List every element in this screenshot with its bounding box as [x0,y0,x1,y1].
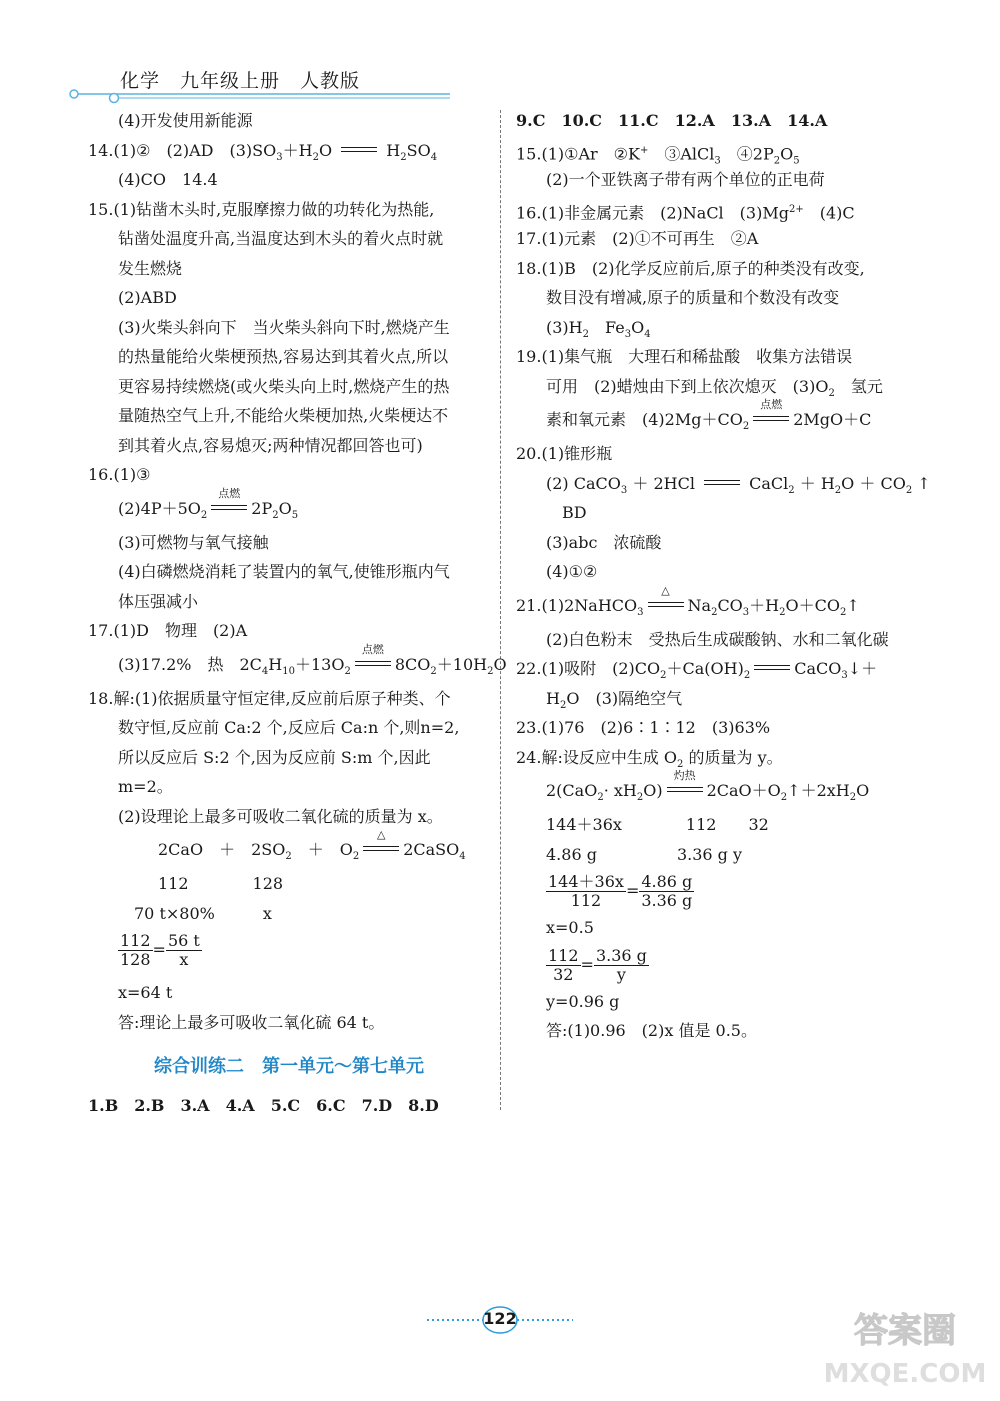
page-header [0,0,1000,110]
answer-17: 17.(1)D 物理 (2)A [88,621,248,640]
equals-sign [337,139,381,159]
mass-row: 70 t×80% x [134,903,272,923]
answer-line: (2)设理论上最多可吸收二氧化硫的质量为 x。 [118,806,443,826]
column-divider [500,110,501,1110]
answer-line: BD [562,503,587,522]
answer-15: 15.(1)①Ar ②K+ ③AlCl$_3$ $④2P_2O_5$ [516,143,800,167]
answer-line: $H_2O$ (3)隔绝空气 [546,688,683,711]
answer-line: 数目没有增减,原子的质量和个数没有改变 [546,288,840,307]
answer-line: 答:理论上最多可吸收二氧化硫 64 t。 [118,1012,385,1032]
fraction: $\frac{3.36 g}{y}$ [595,945,647,984]
answer-line: y=0.96 g [546,991,620,1011]
answer-line: 数守恒,反应前 Ca:2 个,反应后 Ca:n 个,则n=2, [118,718,460,737]
mass-row: 112 128 [158,874,284,893]
answer-line: 量随热空气上升,不能给火柴梗加热,火柴梗达不 [118,406,449,425]
answer-line: 答:(1)0.96 (2)x 值是 0.5。 [546,1021,757,1040]
watermark-logo [820,1302,990,1392]
answer-20: 20.(1)锥形瓶 [516,444,613,463]
proportion: $\frac{112}{32}$ = $\frac{3.36 g}{y}$ [548,945,647,984]
reaction-arrow: 灼热 [663,779,707,799]
answer-line: $(3)H_2$ $Fe_3O_4$ [546,317,651,340]
answer-14: 14.(1)② (2)AD $(3)SO_3+H_2O$ $H_2SO_4$ [88,140,438,163]
answer-line: 钻凿处温度升高,当温度达到木头的着火点时就 [118,229,444,248]
answer-line: 到其着火点,容易熄灭;两种情况都回答也可) [118,435,423,455]
chemical-equation: $2(CaO_2\cdot xH_2O)$ 灼热 $2CaO+O_2↑+2xH_2O$ [546,769,870,804]
answer-line: (4)CO 14.4 [118,170,218,189]
answer-line: (3)abc 浓硫酸 [546,532,662,552]
answer-line: 体压强减小 [118,591,199,611]
section-title: 综合训练二 第一单元～第七单元 [154,1056,424,1077]
answer-line: (3)火柴头斜向下 当火柴头斜向下时,燃烧产生 [118,317,450,337]
fraction: $\frac{56 t}{x}$ [167,931,200,969]
answer-16: 16.(1)③ [88,465,151,484]
answer-22: 22.(1)吸附 $(2)CO_2+Ca(OH)_2$ CaCO$_3$↓＋ [516,659,878,682]
left-column [88,106,507,1121]
answer-line: (2)一个亚铁离子带有两个单位的正电荷 [546,170,825,189]
answer-line: 的热量能给火柴梗预热,容易达到其着火点,所以 [118,347,449,366]
answer-line: 发生燃烧 [118,258,183,278]
answer-21: 21.(1)2NaHCO$_3$ △ $Na_2CO_3+H_2O+CO_2↑$ [516,583,860,618]
svg-text:答案圈: 答案圈 [854,1311,956,1351]
right-column [516,106,931,1046]
chemical-equation: (2) CaCO$_3$ ＋ 2HCl CaCl$_2$ ＋ $H_2O + CO_2$ ↑ [546,473,931,496]
answer-line: 可用 (2)蜡烛由下到上依次熄灭 $(3)O_2$ 氢元 [546,376,883,399]
answer-line: m=2。 [118,777,173,796]
answer-line: (2)白色粉末 受热后生成碳酸钠、水和二氧化碳 [546,629,889,649]
answer-line: (4)开发使用新能源 [118,111,253,130]
chemical-equation: 2CaO ＋ $2SO_2$ ＋ $O_2$ △ 2CaSO$_4$ [158,828,466,863]
fraction: $\frac{112}{32}$ [548,945,579,984]
answer-17: 17.(1)元素 (2)①不可再生 ②A [516,229,759,248]
answer-15: 15.(1)钻凿木头时,克服摩擦力做的功转化为热能, [88,199,435,219]
answer-line: 更容易持续燃烧(或火柴头向上时,燃烧产生的热 [118,376,450,396]
fraction: $\frac{112}{128}$ [120,931,151,969]
answer-16: 16.(1)非金属元素 (2)NaCl $(3)Mg^{2+}$ (4)C [516,202,855,222]
header-title: 化学 九年级上册 人教版 [120,70,361,92]
answer-line: (4)①② [546,562,598,581]
chemical-equation: $(2)4P+5O_2$ 点燃 $2P_2O_5$ [118,486,299,521]
reaction-arrow: △ [359,838,403,858]
answer-18: 18.(1)B (2)化学反应前后,原子的种类没有改变, [516,258,865,278]
answer-line: (3)可燃物与氧气接触 [118,532,269,552]
chemical-equation: (3)17.2% 热 $2C_4H_{10}+13O_2$ 点燃 $8CO_2+10H_2O$ [118,642,507,677]
answer-23: 23.(1)76 (2)6∶1∶12 (3)63% [516,718,771,737]
chemical-equation: 素和氧元素 $(4)2Mg+CO_2$ 点燃 2MgO＋C [546,398,872,433]
answer-line: (2)ABD [118,288,177,307]
proportion: $\frac{112}{128}$ = $\frac{56 t}{x}$ [120,931,200,969]
header-decoration [60,84,460,104]
page-number [425,1303,575,1337]
page-number-text: 122 [483,1309,517,1328]
answer-18: 18.解:(1)依据质量守恒定律,反应前后原子种类、个 [88,688,451,708]
reaction-arrow: 点燃 [351,653,395,673]
equals-sign [750,657,794,677]
mass-row: 4.86 g 3.36 g y [546,844,743,864]
answer-line: 所以反应后 S:2 个,因为反应前 S:m 个,因此 [118,747,431,767]
reaction-arrow: 点燃 [207,497,251,517]
proportion: $\frac{144+36x}{112}$ = $\frac{4.86 g}{3.36 g}$ [548,872,693,910]
multiple-choice-answers: 9.C 10.C 11.C 12.A 13.A 14.A [516,111,828,130]
answer-19: 19.(1)集气瓶 大理石和稀盐酸 收集方法错误 [516,347,853,366]
answer-line: x=0.5 [546,918,594,937]
reaction-arrow: △ [644,594,688,614]
equals-sign [700,472,744,492]
mass-row: 144＋36x 112 32 [546,815,769,834]
svg-text:MXQE.COM: MXQE.COM [823,1359,987,1389]
answer-line: x=64 t [118,983,173,1002]
fraction: $\frac{4.86 g}{3.36 g}$ [641,872,693,910]
answer-24: 24.解:设反应中生成 $O_2$ 的质量为 y。 [516,747,783,770]
answer-line: (4)白磷燃烧消耗了装置内的氧气,使锥形瓶内气 [118,562,450,581]
reaction-arrow: 点燃 [749,408,793,428]
fraction: $\frac{144+36x}{112}$ [548,872,624,910]
multiple-choice-answers: 1.B 2.B 3.A 4.A 5.C 6.C 7.D 8.D [88,1096,439,1115]
